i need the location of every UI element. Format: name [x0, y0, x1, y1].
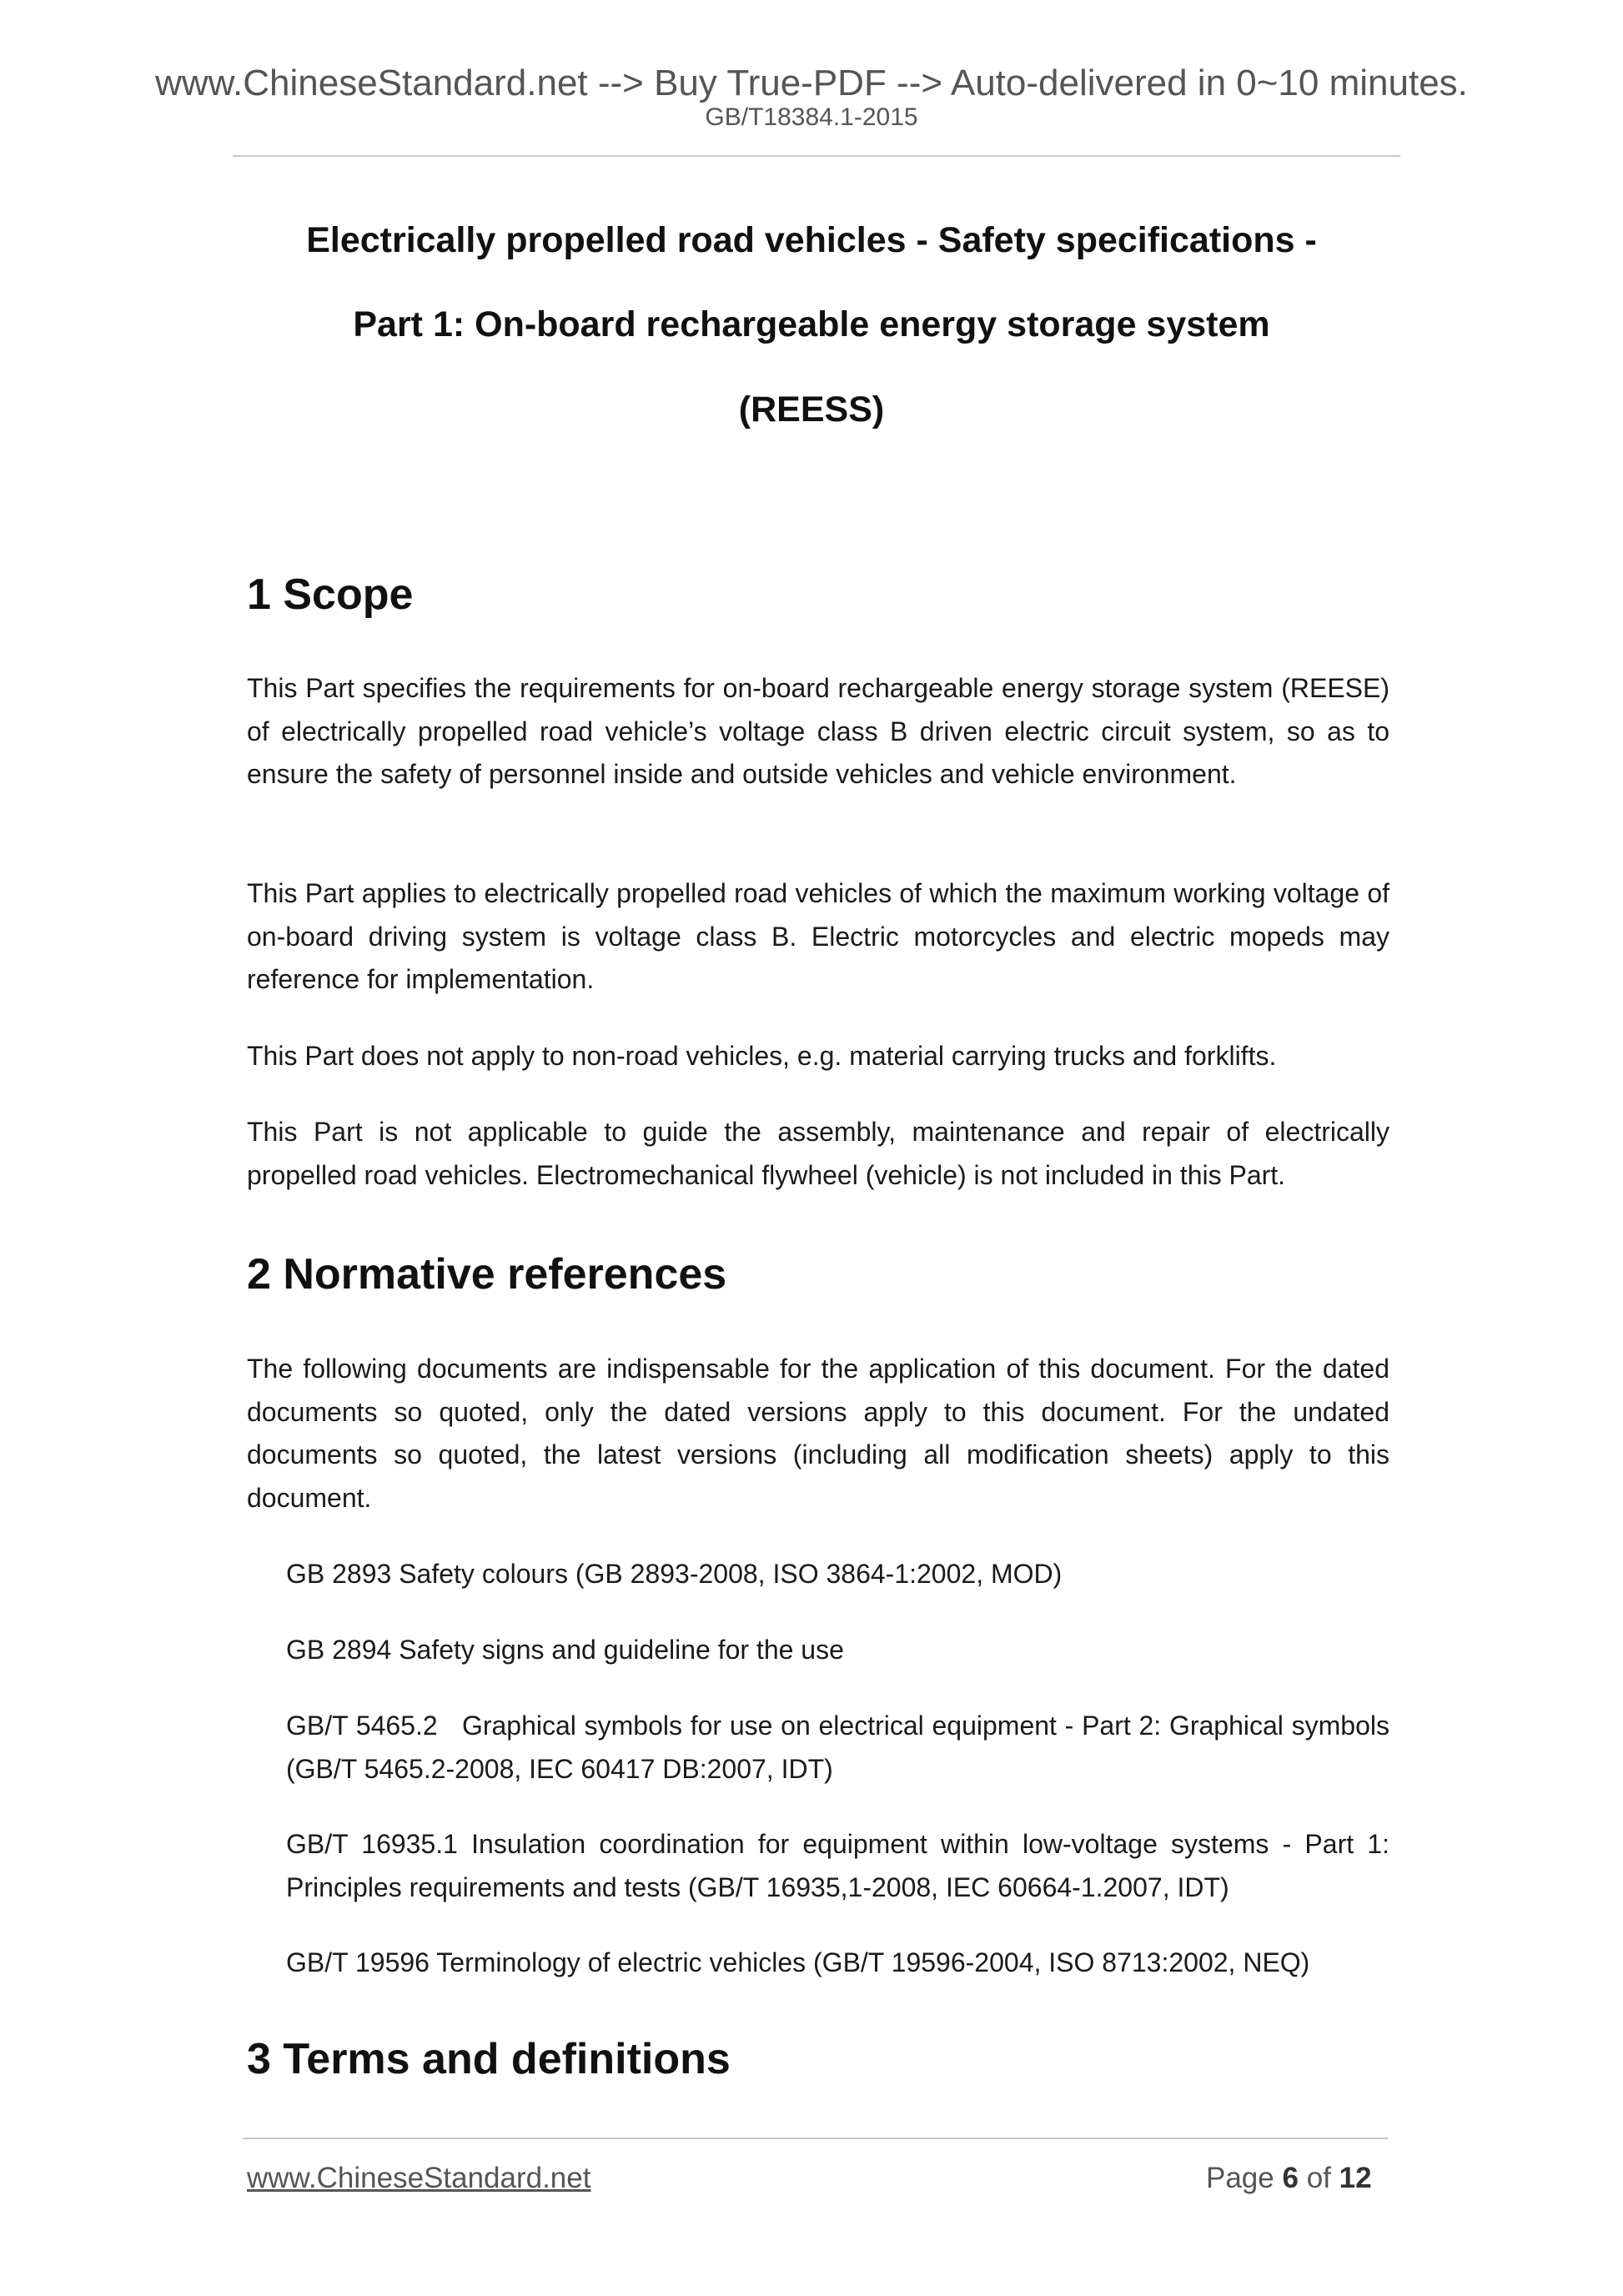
page-number [1206, 2163, 1372, 2193]
promo-banner: www.ChineseStandard.net --> Buy True-PDF --> Auto-delivered in 0~10 minutes. [155, 63, 1468, 103]
section-heading-terms-definitions: 3 Terms and definitions [247, 2035, 731, 2083]
section-heading-normative-references: 2 Normative references [247, 1250, 727, 1299]
reference-item: GB/T 16935.1 Insulation coordination for equipment within low-voltage systems - Part 1: Principles requirements and tests (GB/T 16935,1-2008, IEC 60664-1.2007, IDT) [286, 1829, 1389, 1902]
footer-divider [243, 2138, 1388, 2139]
doc-title-line-3: (REESS) [738, 389, 885, 430]
scope-paragraph: This Part does not apply to non-road vehicles, e.g. material carrying trucks and forklifts. [247, 1041, 1277, 1071]
page-label: Page [1206, 2162, 1274, 2194]
page-current: 6 [1282, 2162, 1299, 2194]
normative-intro-paragraph: The following documents are indispensable for the application of this document. For the dated documents so quoted, only the dated versions apply to this document. For the undated documents so quoted, the latest versions (including all modification sheets) apply to this document. [247, 1354, 1389, 1513]
page-of-label: of [1306, 2162, 1331, 2194]
section-heading-scope: 1 Scope [247, 570, 414, 619]
reference-item: GB 2893 Safety colours (GB 2893-2008, ISO 3864-1:2002, MOD) [286, 1559, 1063, 1589]
page-total: 12 [1339, 2162, 1372, 2194]
scope-paragraph: This Part specifies the requirements for on-board rechargeable energy storage system (REESE) of electrically propelled road vehicle’s voltage class B driven electric circuit system, so as to ensure the safety of personnel inside and outside vehicles and vehicle environment. [247, 673, 1389, 789]
header-divider [233, 155, 1400, 157]
doc-title-line-2: Part 1: On-board rechargeable energy storage system [353, 304, 1270, 344]
scope-paragraph: This Part applies to electrically propelled road vehicles of which the maximum working voltage of on-board driving system is voltage class B. Electric motorcycles and electric mopeds may reference for implementation. [247, 878, 1389, 994]
reference-item: GB/T 5465.2 Graphical symbols for use on electrical equipment - Part 2: Graphical symbols (GB/T 5465.2-2008, IEC 60417 DB:2007, IDT) [286, 1711, 1389, 1784]
reference-item: GB 2894 Safety signs and guideline for the use [286, 1635, 844, 1665]
doc-title-line-1: Electrically propelled road vehicles - Safety specifications - [306, 220, 1317, 260]
reference-item: GB/T 19596 Terminology of electric vehicles (GB/T 19596-2004, ISO 8713:2002, NEQ) [286, 1947, 1310, 1977]
scope-paragraph: This Part is not applicable to guide the assembly, maintenance and repair of electrically propelled road vehicles. Electromechanical flywheel (vehicle) is not included in this Part. [247, 1117, 1389, 1190]
footer-site-link[interactable]: www.ChineseStandard.net [247, 2162, 591, 2194]
document-id: GB/T18384.1-2015 [705, 103, 918, 131]
